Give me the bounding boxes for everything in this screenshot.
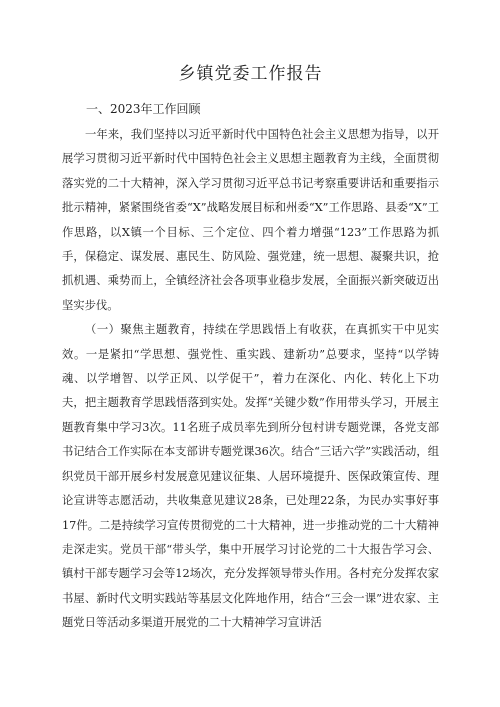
document-title: 乡镇党委工作报告 [178, 64, 323, 84]
paragraph-intro: 一年来，我们坚持以习近平新时代中国特色社会主义思想为指导，以开展学习贯彻习近平新时代中国特色社会主义思想主题教育为主线，全面贯彻落实党的二十大精神，深入学习贯彻习近平总书记考察重要讲话和重要指示批示精神，紧紧围绕省委“X”战略发展目标和州委“X”工作思路、县委“X”工作思路，以X镇一个目标、三个定位、四个着力增强“123”工作思路为抓手，保稳定、谋发展、惠民生、防风险、强党建，统一思想、凝聚共识，抢抓机遇、乘势而上，全镇经济社会各项事业稳步发展，全面振兴新突破迈出坚实步伐。 [62, 128, 439, 312]
paragraph-theme-education: （一）聚焦主题教育，持续在学思践悟上有收获，在真抓实干中见实效。一是紧扣“学思想、强党性、重实践、建新功”总要求，坚持“以学铸魂、以学增智、以学正风、以学促干”，着力在深化、内化、转化上下功夫，把主题教育学思践悟落到实处。发挥“关键少数”作用带头学习，开展主题教育集中学习3次。11名班子成员率先到所分包村讲专题党课，各党支部书记结合工作实际在本支部讲专题党课36次。结合“三话六学”实践活动，组织党员干部开展乡村发展意见建议征集、人居环境提升、医保政策宣传、理论宣讲等志愿活动，共收集意见建议28条，已处理22条，为民办实事好事17件。二是持续学习宣传贯彻党的二十大精神，进一步推动党的二十大精神走深走实。党员干部“带头学，集中开展学习讨论党的二十大报告学习会、镇村干部专题学习会等12场次，充分发挥领导带头作用。各村充分发挥农家书屋、新时代文明实践站等基层文化阵地作用，结合“三会一课”进农家、主题党日等活动多渠道开展党的二十大精神学习宣讲活 [62, 323, 439, 630]
section-heading: 一、2023年工作回顾 [86, 102, 201, 116]
